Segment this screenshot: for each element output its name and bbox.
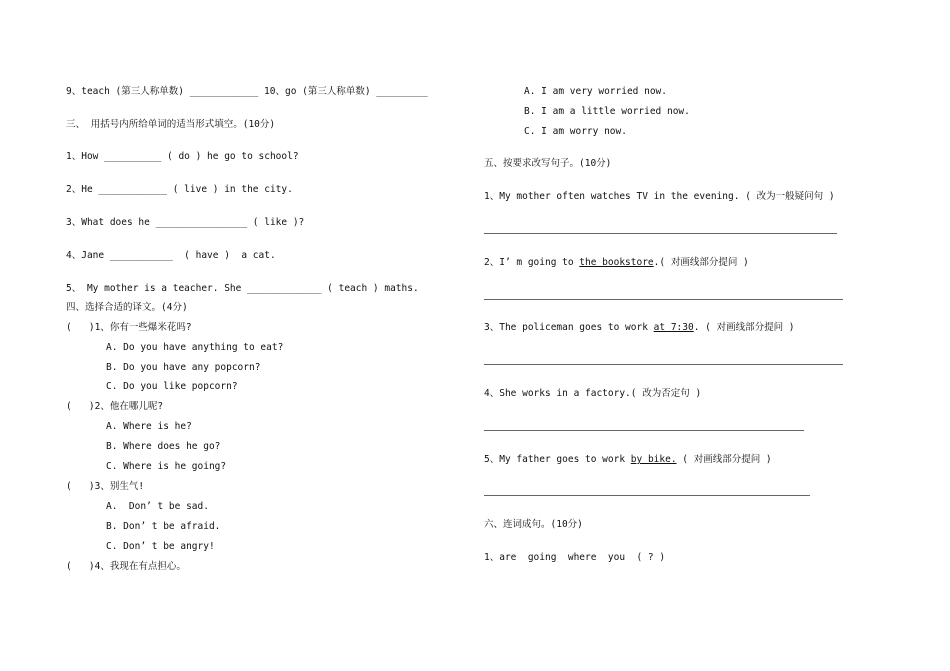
option: A. Do you have anything to eat? (106, 342, 284, 353)
option: A. Where is he? (106, 421, 192, 432)
section-5-title: 五、按要求改写句子。(10分) (484, 158, 612, 169)
section-4-question: ( )2、他在哪儿呢? (66, 401, 164, 412)
option: A. Don’ t be sad. (106, 501, 209, 512)
section-3-title: 三、 用括号内所给单词的适当形式填空。(10分) (66, 119, 276, 130)
section-5-item: 5、My father goes to work by bike. ( 对画线部分提问 ) (484, 454, 772, 465)
section-5-item: 1、My mother often watches TV in the evening. ( 改为一般疑问句 ) (484, 191, 835, 202)
section-3-item: 4、Jane ___________ ( have ) a cat. (66, 250, 276, 261)
section-6-title: 六、连词成句。(10分) (484, 519, 583, 530)
option: B. Do you have any popcorn? (106, 362, 261, 373)
section-6-item: 1、are going where you ( ? ) (484, 552, 666, 563)
section-4-question: ( )3、别生气! (66, 481, 145, 492)
answer-line (484, 364, 843, 365)
answer-line (484, 299, 843, 300)
section-3-item: 1、How __________ ( do ) he go to school? (66, 151, 299, 162)
section-4-question: ( )4、我现在有点担心。 (66, 561, 186, 572)
option: B. Where does he go? (106, 441, 221, 452)
section-5-item: 3、The policeman goes to work at 7:30. ( 对画线部分提问 ) (484, 322, 795, 333)
section-4-title: 四、选择合适的译文。(4分) (66, 302, 188, 313)
section-5-item: 4、She works in a factory.( 改为否定句 ) (484, 388, 702, 399)
answer-line (484, 430, 804, 431)
option: B. Don’ t be afraid. (106, 521, 221, 532)
section-4-question: ( )1、你有一些爆米花吗? (66, 322, 192, 333)
answer-line (484, 495, 810, 496)
section-5-item: 2、I’ m going to the bookstore.( 对画线部分提问 ) (484, 257, 749, 268)
option: B. I am a little worried now. (524, 106, 690, 117)
option: C. Don’ t be angry! (106, 541, 215, 552)
option: A. I am very worried now. (524, 86, 667, 97)
option: C. Do you like popcorn? (106, 381, 238, 392)
answer-line (484, 233, 837, 234)
section-3-item: 3、What does he ________________ ( like )? (66, 217, 305, 228)
option: C. Where is he going? (106, 461, 227, 472)
section-3-item: 2、He ____________ ( live ) in the city. (66, 184, 293, 195)
question-9-10: 9、teach (第三人称单数) ____________ 10、go (第三人称单数) _________ (66, 86, 428, 97)
section-3-item: 5、 My mother is a teacher. She _____________ ( teach ) maths. (66, 283, 419, 294)
option: C. I am worry now. (524, 126, 627, 137)
